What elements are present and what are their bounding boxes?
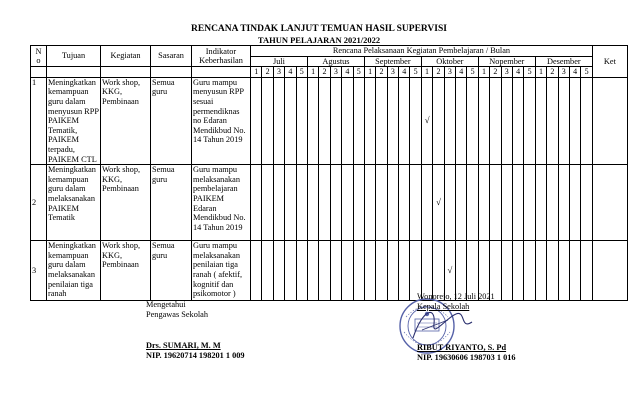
week-header: 2: [433, 67, 444, 78]
week-header: 3: [387, 67, 398, 78]
plan-table: [30, 45, 628, 301]
week-cell: [319, 165, 330, 241]
supervisor-nip: NIP. 19620714 198201 1 009: [146, 351, 245, 360]
week-cell: [467, 165, 478, 241]
week-header: 2: [319, 67, 330, 78]
week-header: 5: [524, 67, 535, 78]
week-cell: [524, 77, 535, 164]
week-cell: [444, 77, 455, 164]
row-kegiatan: Work shop, KKG, Pembinaan: [101, 165, 151, 241]
week-header: 5: [410, 67, 421, 78]
week-cell: [535, 241, 546, 301]
week-header: 1: [364, 67, 375, 78]
week-cell: [410, 165, 421, 241]
row-indikator: Guru mampu menyusun RPP sesuai permendiknas no Edaran Mendikbud No. 14 Tahun 2019: [192, 77, 251, 164]
supervisor-line2: Pengawas Sekolah: [146, 310, 208, 319]
header-spacer: [47, 67, 101, 78]
week-cell: [467, 77, 478, 164]
row-number: 3: [31, 241, 47, 301]
week-cell: [376, 77, 387, 164]
week-cell: [581, 77, 593, 164]
week-cell: [262, 165, 273, 241]
headmaster-nip: NIP. 19630606 198703 1 016: [417, 353, 516, 362]
week-header: 1: [251, 67, 262, 78]
week-cell: [285, 241, 296, 301]
week-cell: [535, 77, 546, 164]
week-cell: [307, 77, 318, 164]
month-header: Agustus: [307, 56, 364, 67]
week-cell: [535, 165, 546, 241]
row-ket: [592, 77, 627, 164]
signature-headmaster: [417, 292, 516, 363]
week-header: 5: [467, 67, 478, 78]
week-cell: [342, 165, 353, 241]
week-cell: [512, 77, 523, 164]
header-tujuan: Tujuan: [47, 46, 101, 67]
week-header: 3: [444, 67, 455, 78]
week-cell: [330, 241, 341, 301]
week-header: 3: [273, 67, 284, 78]
week-cell: [262, 77, 273, 164]
check-mark-cell: √: [421, 77, 432, 164]
week-header: 1: [478, 67, 489, 78]
row-kegiatan: Work shop, KKG, Pembinaan: [101, 77, 151, 164]
week-cell: [353, 241, 364, 301]
week-cell: [558, 165, 569, 241]
week-cell: [569, 241, 580, 301]
week-header: 4: [569, 67, 580, 78]
header-rencana: Rencana Pelaksanaan Kegiatan Pembelajaran / Bulan: [251, 46, 593, 57]
week-cell: [296, 77, 307, 164]
week-header: 1: [307, 67, 318, 78]
week-header: 3: [558, 67, 569, 78]
week-cell: [399, 165, 410, 241]
week-cell: [421, 165, 432, 241]
week-cell: [353, 165, 364, 241]
week-cell: [296, 165, 307, 241]
academic-year: TAHUN PELAJARAN 2021/2022: [257, 35, 381, 45]
week-cell: [433, 77, 444, 164]
week-cell: [364, 165, 375, 241]
week-cell: [581, 241, 593, 301]
row-sasaran: Semua guru: [151, 241, 192, 301]
week-cell: [399, 77, 410, 164]
month-header: Nopember: [478, 56, 535, 67]
week-cell: [307, 165, 318, 241]
week-header: 5: [581, 67, 593, 78]
week-cell: [547, 77, 558, 164]
week-cell: [501, 77, 512, 164]
week-cell: [307, 241, 318, 301]
week-cell: [330, 165, 341, 241]
week-cell: [273, 77, 284, 164]
week-cell: [364, 241, 375, 301]
table-row: [31, 165, 628, 241]
header-sasaran: Sasaran: [151, 46, 192, 67]
week-cell: [399, 241, 410, 301]
week-header: 4: [512, 67, 523, 78]
week-header: 4: [342, 67, 353, 78]
week-header: 5: [296, 67, 307, 78]
month-header: September: [364, 56, 421, 67]
row-tujuan: Meningkatkan kemampuan guru dalam melaksanakan PAIKEM Tematik: [47, 165, 101, 241]
week-cell: [524, 241, 535, 301]
row-tujuan: Meningkatkan kemampuan guru dalam melaksanakan penilaian tiga ranah: [47, 241, 101, 301]
week-cell: [273, 165, 284, 241]
header-spacer: [192, 67, 251, 78]
week-cell: [353, 77, 364, 164]
week-cell: [342, 77, 353, 164]
header-spacer: [151, 67, 192, 78]
week-cell: [569, 77, 580, 164]
row-sasaran: Semua guru: [151, 77, 192, 164]
header-indikator: Indikator Keberhasilan: [192, 46, 251, 67]
week-cell: [524, 165, 535, 241]
row-indikator: Guru mampu melaksanakan pembelajaran PAIKEM Edaran Mendikbud No. 14 Tahun 2019: [192, 165, 251, 241]
week-cell: [501, 165, 512, 241]
week-header: 4: [285, 67, 296, 78]
headmaster-name: RIBUT RIYANTO, S. Pd: [417, 343, 507, 352]
week-cell: [456, 165, 467, 241]
week-cell: [547, 165, 558, 241]
week-header: 2: [262, 67, 273, 78]
week-header: 3: [330, 67, 341, 78]
week-cell: [251, 165, 262, 241]
headmaster-role: Kepala Sekolah: [417, 302, 470, 311]
headmaster-place-date: Wonorejo, 12 Juli 2021: [417, 292, 495, 301]
week-cell: [251, 77, 262, 164]
week-cell: [251, 241, 262, 301]
week-cell: [490, 77, 501, 164]
header-no: N o: [31, 46, 47, 67]
week-cell: [273, 241, 284, 301]
supervisor-line1: Mengetahui: [146, 300, 186, 309]
week-cell: [569, 165, 580, 241]
week-cell: [581, 165, 593, 241]
week-cell: [558, 241, 569, 301]
row-sasaran: Semua guru: [151, 165, 192, 241]
week-cell: [285, 77, 296, 164]
week-cell: [319, 241, 330, 301]
row-number: 2: [31, 165, 47, 241]
month-header: Juli: [251, 56, 308, 67]
check-mark-cell: √: [433, 165, 444, 241]
week-cell: [478, 165, 489, 241]
week-cell: [547, 241, 558, 301]
header-ket: Ket: [592, 46, 627, 78]
row-number: 1: [31, 77, 47, 164]
week-cell: [478, 77, 489, 164]
week-cell: [376, 165, 387, 241]
header-spacer: [31, 67, 47, 78]
week-header: 3: [501, 67, 512, 78]
check-mark-cell: √: [444, 241, 455, 301]
row-kegiatan: Work shop, KKG, Pembinaan: [101, 241, 151, 301]
week-header: 1: [535, 67, 546, 78]
week-header: 5: [353, 67, 364, 78]
table-row: [31, 241, 628, 301]
week-cell: [285, 165, 296, 241]
week-header: 4: [456, 67, 467, 78]
signature-supervisor: [146, 300, 245, 361]
week-cell: [490, 165, 501, 241]
week-cell: [444, 165, 455, 241]
month-header: Oktober: [421, 56, 478, 67]
week-header: 4: [399, 67, 410, 78]
week-cell: [410, 77, 421, 164]
week-cell: [387, 77, 398, 164]
week-cell: [387, 241, 398, 301]
week-cell: [376, 241, 387, 301]
row-ket: [592, 165, 627, 241]
week-cell: [262, 241, 273, 301]
week-cell: [387, 165, 398, 241]
week-cell: [319, 77, 330, 164]
row-tujuan: Meningkatkan kemampuan guru dalam menyusun RPP PAIKEM Tematik, PAIKEM terpadu, PAIKEM CTL: [48, 77, 99, 164]
table-row: [31, 77, 628, 164]
week-cell: [342, 241, 353, 301]
week-cell: [364, 77, 375, 164]
supervisor-name: Drs. SUMARI, M. M: [146, 341, 221, 350]
week-header: 2: [490, 67, 501, 78]
week-cell: [330, 77, 341, 164]
week-cell: [558, 77, 569, 164]
header-spacer: [101, 67, 151, 78]
week-cell: [296, 241, 307, 301]
document-title: RENCANA TINDAK LANJUT TEMUAN HASIL SUPERVISI: [191, 24, 447, 34]
week-header: 2: [547, 67, 558, 78]
week-cell: [456, 77, 467, 164]
week-header: 2: [376, 67, 387, 78]
header-kegiatan: Kegiatan: [101, 46, 151, 67]
week-cell: [512, 165, 523, 241]
row-ket: [592, 241, 627, 301]
row-indikator: Guru mampu melaksanakan penilaian tiga ranah ( afektif, kognitif dan psikomotor ): [192, 241, 251, 301]
week-header: 1: [421, 67, 432, 78]
month-header: Desember: [535, 56, 592, 67]
